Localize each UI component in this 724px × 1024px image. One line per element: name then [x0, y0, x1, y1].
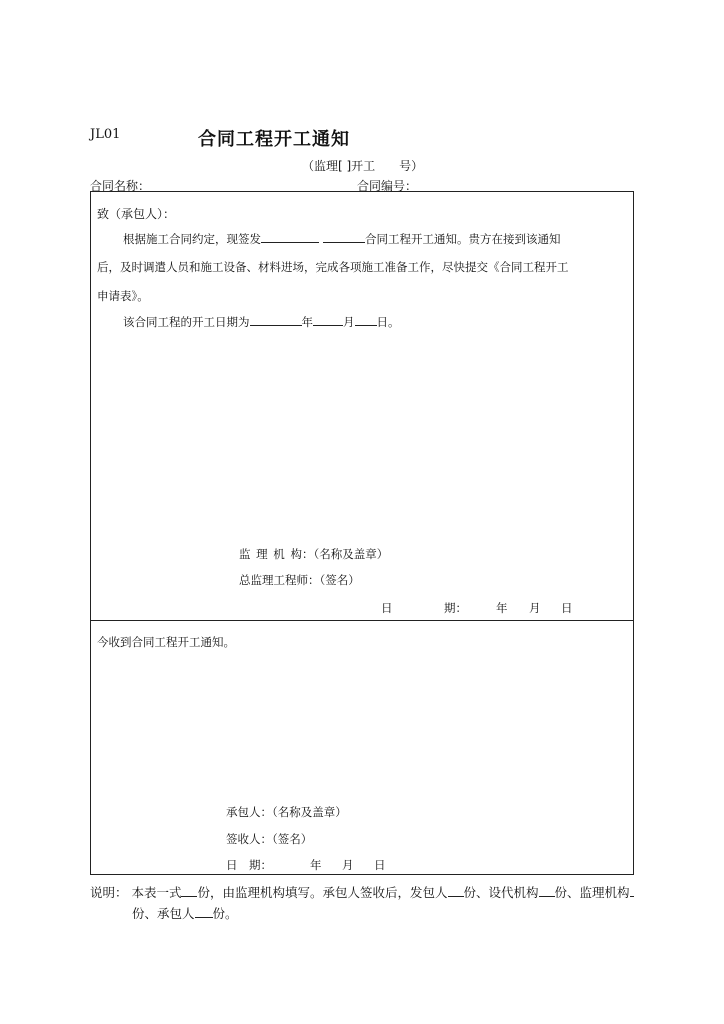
form-table	[90, 191, 634, 875]
contract-no-label: 合同编号：	[357, 179, 418, 193]
receipt-date-year: 年	[310, 858, 322, 872]
blank-field	[261, 231, 319, 243]
notice-date-month: 月	[529, 601, 541, 615]
start-date-sentence: 该合同工程的开工日期为 年 月 日。	[123, 315, 400, 329]
notice-paragraph-line3: 申请表》。	[97, 289, 149, 303]
contract-name-label: 合同名称：	[90, 179, 151, 193]
notice-date-day: 日	[561, 601, 573, 615]
blank-field	[323, 231, 365, 243]
receipt-text: 今收到合同工程开工通知。	[97, 635, 235, 649]
agency-signature-label: 监 理 机 构：（名称及盖章）	[239, 547, 389, 561]
signer-signature-label: 签收人：（签名）	[226, 832, 313, 846]
notice-date-label-1: 日	[381, 601, 393, 615]
receipt-date-day: 日	[374, 858, 386, 872]
contractor-signature-label: 承包人：（名称及盖章）	[226, 805, 347, 819]
footnote-line1: 说明： 本表一式 份，由监理机构填写。承包人签收后，发包人 份、设代机构 份、监理机构	[90, 883, 634, 901]
section-divider	[91, 620, 633, 621]
notice-date-label-2: 期：	[444, 601, 467, 615]
notice-paragraph-line2: 后，及时调遣人员和施工设备、材料进场，完成各项施工准备工作，尽快提交《合同工程开工	[97, 260, 569, 274]
notice-date-year: 年	[496, 601, 508, 615]
receipt-date-label: 日 期：	[226, 858, 272, 872]
page-title: 合同工程开工通知	[198, 129, 350, 150]
receipt-date-month: 月	[342, 858, 354, 872]
addressee: 致（承包人）：	[97, 207, 176, 221]
month-blank	[313, 314, 343, 326]
chief-engineer-signature-label: 总监理工程师：（签名）	[239, 573, 360, 587]
document-number: （监理[ ]开工 号）	[302, 159, 424, 173]
day-blank	[355, 314, 377, 326]
year-blank	[250, 314, 302, 326]
form-code: JL01	[90, 127, 121, 142]
notice-text-start: 根据施工合同约定，现签发	[123, 232, 261, 246]
notice-paragraph-line1	[123, 231, 561, 247]
notice-text-end: 合同工程开工通知。贵方在接到该通知	[365, 232, 561, 246]
footnote-line2: 份、承包人 份。	[132, 906, 238, 921]
